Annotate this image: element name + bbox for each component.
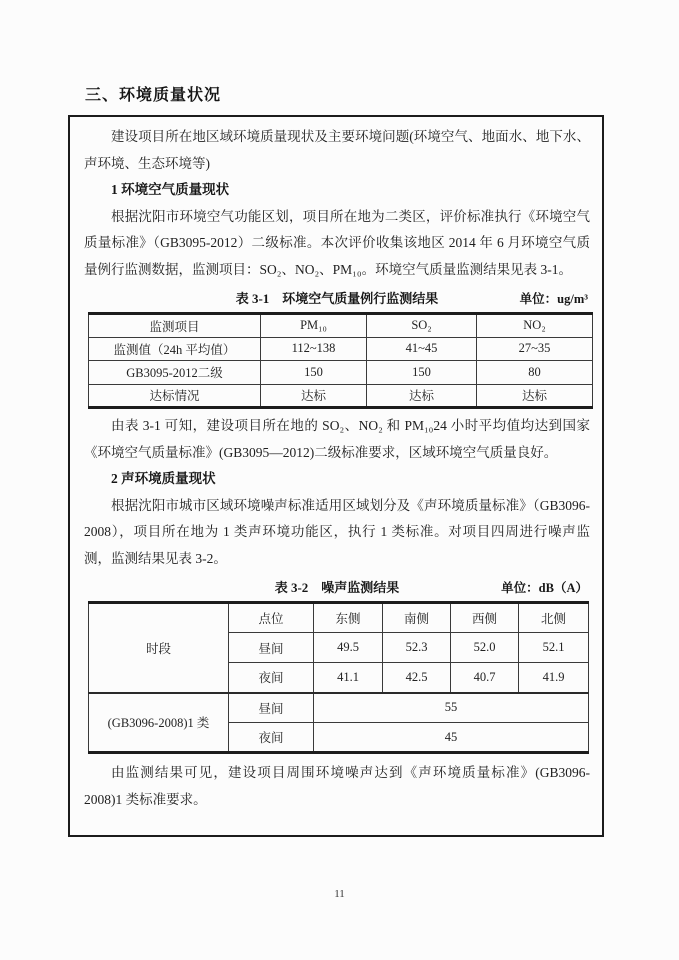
table1-cell: 150 [261, 361, 367, 385]
table2-cell: 49.5 [314, 633, 383, 663]
table1-caption: 表 3-1 环境空气质量例行监测结果 [235, 291, 439, 306]
table-row [89, 603, 589, 633]
table1-cell: 27~35 [477, 337, 593, 361]
table2-period-cell: 夜间 [229, 663, 314, 693]
table2-header-cell: 南侧 [383, 603, 451, 633]
table-row [89, 361, 593, 385]
table2-caption: 表 3-2 噪声监测结果 [274, 580, 400, 595]
table1-cell: GB3095-2012二级 [89, 361, 261, 385]
table1-cell: 监测项目 [89, 314, 261, 338]
table1-cell: 112~138 [261, 337, 367, 361]
table2-period-cell: 夜间 [229, 723, 314, 753]
table1-cell: 达标 [367, 384, 477, 408]
table1-cell: 监测值（24h 平均值） [89, 337, 261, 361]
page-number: 11 [334, 888, 345, 900]
table1-cell: NO₂ [477, 314, 593, 338]
table2-standard-label-cell: (GB3096-2008)1 类 [89, 693, 229, 753]
table-row [89, 314, 593, 338]
heading-air-quality: 1 环境空气质量现状 [111, 182, 230, 197]
intro-paragraph: 建设项目所在地区域环境质量现状及主要环境问题(环境空气、地面水、地下水、声环境、生态环境等) [84, 129, 590, 171]
table2-cell: 40.7 [451, 663, 519, 693]
table1-caption-row [84, 286, 590, 312]
table2-header-cell: 西侧 [451, 603, 519, 633]
table2-cell: 41.1 [314, 663, 383, 693]
table2-caption-row [84, 575, 590, 601]
air-quality-table [88, 312, 593, 409]
table-row [89, 337, 593, 361]
table1-cell: 150 [367, 361, 477, 385]
table1-cell: PM₁₀ [261, 314, 367, 338]
table2-standard-value-cell: 45 [314, 723, 589, 753]
table2-cell: 52.3 [383, 633, 451, 663]
table1-cell: 达标 [477, 384, 593, 408]
table1-cell: 达标情况 [89, 384, 261, 408]
table2-cell: 52.0 [451, 633, 519, 663]
table1-cell: 达标 [261, 384, 367, 408]
noise-paragraph: 根据沈阳市城市区域环境噪声标准适用区域划分及《声环境质量标准》（GB3096-2008），项目所在地为 1 类声环境功能区，执行 1 类标准。对项目四周进行噪声监测，监测结果见表 3-2。 [84, 497, 590, 566]
table1-cell: 80 [477, 361, 593, 385]
table2-period-cell: 昼间 [229, 693, 314, 723]
table2-period-cell: 昼间 [229, 633, 314, 663]
table2-header-cell: 东侧 [314, 603, 383, 633]
table2-cell: 52.1 [519, 633, 589, 663]
noise-table [88, 601, 589, 754]
table-row [89, 384, 593, 408]
content-box [68, 115, 604, 837]
table1-cell: SO₂ [367, 314, 477, 338]
noise-conclusion-paragraph: 由监测结果可见，建设项目周围环境噪声达到《声环境质量标准》(GB3096-2008)1 类标准要求。 [84, 765, 590, 807]
table-row [89, 693, 589, 723]
table2-unit: 单位：dB（A） [501, 581, 588, 595]
air-quality-paragraph: 根据沈阳市环境空气功能区划，项目所在地为二类区，评价标准执行《环境空气质量标准》（GB3095-2012）二级标准。本次评价收集该地区 2014 年 6 月环境空气质量例行监测数据，监测项目：SO₂、NO₂、PM₁₀。环境空气质量监测结果见表 3-1。 [84, 208, 590, 277]
table1-cell: 41~45 [367, 337, 477, 361]
table2-cell: 42.5 [383, 663, 451, 693]
table1-unit: 单位：ug/m³ [519, 292, 588, 306]
table2-corner-cell: 时段 [89, 603, 229, 693]
table2-standard-value-cell: 55 [314, 693, 589, 723]
table2-header-cell: 北侧 [519, 603, 589, 633]
table2-cell: 41.9 [519, 663, 589, 693]
air-conclusion-paragraph: 由表 3-1 可知，建设项目所在地的 SO₂、NO₂ 和 PM₁₀24 小时平均值均达到国家《环境空气质量标准》(GB3095—2012)二级标准要求，区域环境空气质量良好。 [84, 418, 590, 460]
section-title: 三、环境质量状况 [85, 87, 222, 104]
heading-noise: 2 声环境质量现状 [111, 471, 216, 486]
table2-header-cell: 点位 [229, 603, 314, 633]
